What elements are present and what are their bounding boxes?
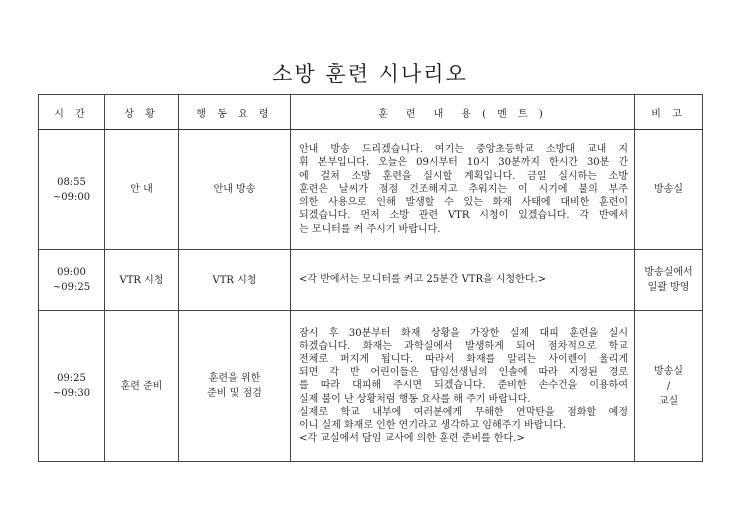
time-start: 08:55: [57, 176, 86, 188]
time-cell: [39, 250, 105, 311]
ment-line: 전체로 퍼지게 됩니다. 따라서 화재를 알리는 사이렌이 울리게: [299, 353, 628, 365]
note-line: 방송실: [654, 184, 683, 195]
ment-line: <각 교실에서 담임 교사에 의한 훈련 준비를 한다.>: [299, 433, 525, 445]
header-time: 시 간: [39, 95, 105, 130]
table-row: [39, 130, 703, 250]
time-end: ~09:30: [52, 388, 91, 399]
ment-line: 이니 실제 화재로 인한 연기라고 생각하고 임해주기 바랍니다.: [299, 420, 566, 431]
situation-cell: 훈련 준비: [105, 311, 179, 462]
ment-line: 실제로 학교 내부에 여러분에게 무해한 연막탄을 점화할 예정: [299, 406, 628, 418]
time-end: ~09:00: [52, 191, 91, 203]
note-line: 방송실: [654, 365, 683, 377]
scenario-table: [38, 94, 703, 462]
ment-line: 는 모니터를 켜 주시기 바랍니다.: [299, 223, 441, 235]
header-action: 행 동 요 령: [179, 95, 291, 130]
ment-line: 하겠습니다. 화재는 과학실에서 발생하게 되어 점차적으로 학교: [299, 340, 628, 352]
page-title: 소방 훈련 시나리오: [272, 62, 468, 86]
action-line: 훈련을 위한: [208, 373, 261, 384]
ment-line: 되겠습니다. 먼저 소방 관련 VTR 시청이 있겠습니다. 각 반에서: [299, 210, 628, 222]
ment-cell: [291, 311, 635, 462]
time-cell: [39, 130, 105, 250]
ment-line: 되면 각 반 어린이들은 담임선생님의 인솔에 따라 지정된 경로: [299, 367, 628, 379]
time-end: ~09:25: [52, 282, 91, 293]
table-row: [39, 311, 703, 462]
ment-line: 를 따라 대피해 주시면 되겠습니다. 준비한 손수건을 이용하여: [299, 380, 628, 392]
note-line: 일괄 방영: [647, 282, 690, 293]
note-cell: [635, 250, 703, 311]
note-cell: [635, 311, 703, 462]
ment-line: 안내 방송 드리겠습니다. 여기는 중앙초등학교 소방대 교내 지: [299, 144, 628, 156]
ment-cell: [291, 250, 635, 311]
note-line: 교실: [658, 395, 679, 407]
ment-line: <각 반에서는 모니터를 켜고 25분간 VTR을 시청한다.>: [299, 274, 547, 286]
action-cell: [179, 311, 291, 462]
ment-line: 의한 사용으로 인해 발생할 수 있는 화재 사태에 대비한 훈련이: [299, 197, 628, 209]
note-line: /: [666, 380, 671, 392]
time-start: 09:25: [57, 373, 86, 384]
ment-line: 실제 불이 난 상황처럼 행동 요사를 해 주기 바랍니다.: [299, 393, 531, 405]
action-cell: VTR 시청: [179, 250, 291, 311]
table-row: [39, 250, 703, 311]
ment-line: 휘 본부입니다. 오늘은 09시부터 10시 30분까지 한시간 30분 간: [299, 157, 628, 169]
situation-cell: 안 내: [105, 130, 179, 250]
header-situation: 상 황: [105, 95, 179, 130]
header-note: 비 고: [635, 95, 703, 130]
note-line: 방송실에서: [644, 267, 693, 278]
ment-line: 잠시 후 30분부터 화재 상황을 가장한 실제 대피 훈련을 실시: [299, 327, 628, 339]
header-ment: 훈 련 내 용 ( 멘 트 ): [291, 95, 635, 130]
ment-cell: [291, 130, 635, 250]
table-header-row: [39, 95, 703, 130]
ment-line: 에 걸쳐 소방 훈련을 실시할 계획입니다. 금일 실시하는 소방: [299, 170, 628, 182]
note-cell: [635, 130, 703, 250]
time-start: 09:00: [57, 267, 86, 278]
ment-line: 훈련은 날씨가 점점 건조해지고 추워지는 이 시기에 불의 부주: [299, 183, 628, 195]
situation-cell: VTR 시청: [105, 250, 179, 311]
action-line: 준비 및 점검: [207, 388, 262, 399]
time-cell: [39, 311, 105, 462]
action-cell: 안내 방송: [179, 130, 291, 250]
